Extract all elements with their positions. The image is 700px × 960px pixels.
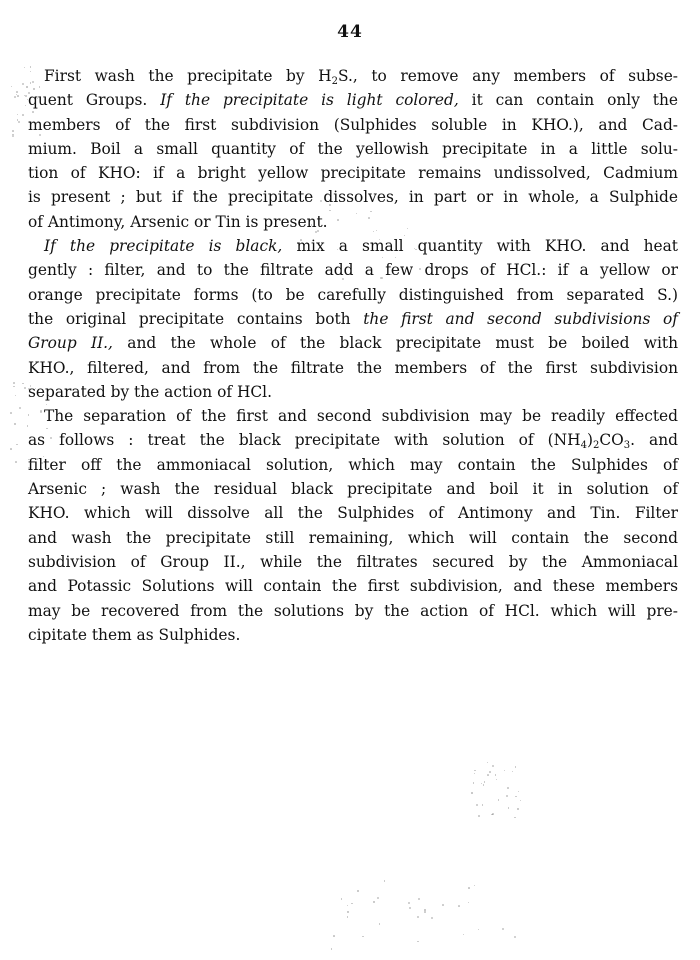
scan-speck <box>507 787 509 789</box>
text-run: orange precipitate forms (to be carefully distinguished from separated S.) <box>28 285 678 304</box>
scan-speck <box>25 95 27 97</box>
text-line <box>28 599 678 623</box>
scan-speck <box>495 774 497 776</box>
text-line <box>28 113 678 137</box>
text-line <box>28 331 678 355</box>
subscript: 3 <box>623 440 631 452</box>
scan-speck <box>28 92 30 94</box>
scan-speck <box>502 928 504 930</box>
text-run: as follows : treat the black precipitate with solution of (NH <box>28 431 581 450</box>
scan-speck <box>515 796 516 797</box>
text-run: S., to remove any members of subse- <box>337 67 678 85</box>
subscript: 2 <box>331 76 338 87</box>
scan-speck <box>496 779 497 780</box>
scan-speck <box>39 438 40 439</box>
italic-text: the first and second subdivisions of <box>363 309 678 328</box>
scan-speck <box>474 885 475 886</box>
scan-speck <box>36 458 37 459</box>
scan-speck <box>517 808 518 809</box>
scan-speck <box>337 219 339 221</box>
scan-speck <box>506 795 508 797</box>
text-run: of Antimony, Arsenic or Tin is present. <box>28 212 328 231</box>
scan-speck <box>32 111 34 113</box>
text-run: it can contain only the <box>458 91 678 110</box>
scan-speck <box>417 916 419 918</box>
text-line <box>28 210 678 234</box>
scan-speck <box>40 96 41 97</box>
text-line <box>28 64 678 88</box>
scan-speck <box>476 804 478 806</box>
scan-speck <box>300 250 301 251</box>
text-run: KHO., filtered, and from the filtrate the members of the first subdivision <box>28 358 678 377</box>
scan-speck <box>14 96 16 98</box>
paragraph <box>28 404 678 647</box>
scan-speck <box>357 890 358 891</box>
text-line <box>28 185 678 209</box>
scan-speck <box>368 217 370 219</box>
scan-speck <box>16 444 18 446</box>
scan-speck <box>347 905 348 906</box>
scan-speck <box>463 934 464 935</box>
scan-speck <box>515 766 516 767</box>
scan-speck <box>382 257 383 258</box>
scan-speck <box>492 765 494 767</box>
scan-speck <box>379 923 381 925</box>
scan-speck <box>389 242 391 244</box>
scan-speck <box>458 905 460 907</box>
scan-speck <box>22 83 24 85</box>
scan-speck <box>373 901 374 902</box>
text-line <box>28 137 678 161</box>
scan-speck <box>24 67 25 68</box>
scan-speck <box>347 911 348 912</box>
italic-text: Group II., <box>28 334 113 353</box>
scan-speck <box>25 105 26 106</box>
scan-speck <box>483 784 485 786</box>
scan-speck <box>498 799 499 800</box>
text-run: The separation of the first and second subdivision may be readily effected <box>44 407 678 426</box>
scan-speck <box>407 228 408 229</box>
text-line <box>28 88 678 112</box>
scan-speck <box>414 248 415 249</box>
scan-speck <box>329 204 330 205</box>
text-run: cipitate them as Sulphides. <box>28 625 241 644</box>
scan-speck <box>10 448 12 450</box>
scan-speck <box>431 917 433 919</box>
text-run: filter off the ammoniacal solution, which may contain the Sulphides of <box>28 455 678 474</box>
paragraph <box>28 234 678 404</box>
scan-speck <box>508 807 510 809</box>
italic-text: If the precipitate is black, <box>44 237 283 256</box>
scan-speck <box>408 902 410 904</box>
scan-speck <box>409 907 411 909</box>
scan-speck <box>468 902 469 903</box>
scan-speck <box>10 412 12 414</box>
scan-speck <box>512 771 513 772</box>
scan-speck <box>12 130 14 132</box>
scan-speck <box>342 278 344 280</box>
text-run: KHO. which will dissolve all the Sulphides of Antimony and Tin. Filter <box>28 504 678 523</box>
text-line <box>28 428 678 452</box>
page-number: 44 <box>337 22 363 42</box>
scan-speck <box>518 791 519 792</box>
scan-speck <box>26 86 27 87</box>
text-line <box>28 283 678 307</box>
scan-speck <box>30 71 31 72</box>
text-run: Arsenic ; wash the residual black precipitate and boil it in solution of <box>28 480 678 499</box>
scan-speck <box>28 459 30 461</box>
text-run: separated by the action of HCl. <box>28 382 272 401</box>
scan-speck <box>362 936 364 938</box>
scan-speck <box>300 239 302 241</box>
text-run: ) <box>586 431 593 450</box>
scan-speck <box>347 916 348 917</box>
scan-speck <box>478 815 480 817</box>
scan-speck <box>474 773 475 774</box>
scan-speck <box>418 898 420 900</box>
text-line <box>28 356 678 380</box>
scan-speck <box>340 245 342 247</box>
text-run: quent Groups. <box>28 91 161 110</box>
text-run: and the whole of the black precipitate must be boiled with <box>112 334 678 353</box>
scan-speck <box>415 249 416 250</box>
scan-speck <box>33 88 34 89</box>
text-run: subdivision of Group II., while the filtrates secured by the Ammoniacal <box>28 552 678 571</box>
text-line <box>28 526 678 550</box>
scan-speck <box>46 404 47 405</box>
scan-speck <box>384 880 386 882</box>
scan-speck <box>329 210 330 211</box>
scan-speck <box>24 387 26 389</box>
scan-speck <box>471 792 472 793</box>
scan-speck <box>16 91 18 93</box>
scan-speck <box>417 941 418 942</box>
scan-speck <box>333 935 335 937</box>
scan-speck <box>22 383 24 385</box>
scan-speck <box>28 414 30 416</box>
scan-speck <box>15 395 16 396</box>
text-line <box>28 161 678 185</box>
text-run: is present ; but if the precipitate dissolves, in part or in whole, a Sulphide <box>28 188 678 207</box>
text-line <box>28 623 678 647</box>
scan-speck <box>40 410 42 412</box>
scan-speck <box>482 804 483 805</box>
scan-speck <box>22 114 24 116</box>
text-run: the original precipitate contains both <box>28 309 364 328</box>
scan-speck <box>11 86 12 87</box>
text-run: CO <box>599 431 624 450</box>
scan-speck <box>46 428 48 430</box>
scan-speck <box>478 929 479 930</box>
text-run: First wash the precipitate by H <box>44 67 332 85</box>
scan-speck <box>514 936 516 938</box>
text-run: tion of KHO: if a bright yellow precipitate remains undissolved, Cadmium <box>28 164 678 183</box>
text-run: and Potassic Solutions will contain the first subdivision, and these members <box>28 577 678 596</box>
text-run: mix a small quantity with KHO. and heat <box>282 237 678 256</box>
scan-speck <box>424 911 426 913</box>
scan-speck <box>504 770 505 771</box>
text-line <box>28 380 678 404</box>
text-line <box>28 550 678 574</box>
scan-speck <box>484 781 485 782</box>
scan-speck <box>377 897 379 899</box>
text-run: members of the first subdivision (Sulphides soluble in KHO.), and Cad- <box>28 115 678 134</box>
text-run: gently : filter, and to the filtrate add a few drops of HCl.: if a yellow or <box>28 261 678 280</box>
scan-speck <box>380 277 382 279</box>
scan-speck <box>489 771 491 773</box>
scan-speck <box>520 800 521 801</box>
scan-speck <box>311 224 313 226</box>
text-run: . and <box>630 431 679 450</box>
text-line <box>28 234 678 258</box>
scan-speck <box>331 948 333 950</box>
scan-speck <box>356 213 358 215</box>
scan-speck <box>17 114 18 115</box>
scan-speck <box>15 461 17 463</box>
text-line <box>28 307 678 331</box>
scan-speck <box>376 230 377 231</box>
subscript: 2 <box>592 440 600 452</box>
scan-speck <box>18 121 20 123</box>
scan-speck <box>37 98 38 99</box>
text-line <box>28 477 678 501</box>
scan-speck <box>50 437 52 439</box>
scan-speck <box>487 774 489 776</box>
scan-speck <box>473 782 475 784</box>
paragraph <box>28 64 678 234</box>
scan-speck <box>468 887 470 889</box>
text-line <box>28 574 678 598</box>
scan-speck <box>17 95 19 97</box>
scan-speck <box>514 817 515 818</box>
text-line <box>28 501 678 525</box>
scan-speck <box>341 898 343 900</box>
scan-speck <box>442 904 444 906</box>
text-run: mium. Boil a small quantity of the yellowish precipitate in a little solu- <box>28 139 678 158</box>
scan-speck <box>491 814 493 816</box>
text-line <box>28 258 678 282</box>
scan-speck <box>13 382 15 384</box>
text-line <box>28 404 678 428</box>
body-text <box>28 64 678 647</box>
text-run: and wash the precipitate still remaining, which will contain the second <box>28 528 678 547</box>
subscript: 4 <box>580 440 587 452</box>
scan-speck <box>474 770 476 772</box>
italic-text: If the precipitate is light colored, <box>160 91 459 110</box>
text-line <box>28 453 678 477</box>
scan-speck <box>487 762 488 763</box>
scan-speck <box>12 135 14 137</box>
scan-speck <box>39 86 41 88</box>
scan-speck <box>13 386 14 387</box>
scan-speck <box>395 257 396 258</box>
scan-speck <box>351 903 352 904</box>
scan-speck <box>14 423 15 424</box>
text-run: may be recovered from the solutions by the action of HCl. which will pre- <box>28 601 678 620</box>
scan-speck <box>19 407 21 409</box>
scan-speck <box>29 391 31 393</box>
